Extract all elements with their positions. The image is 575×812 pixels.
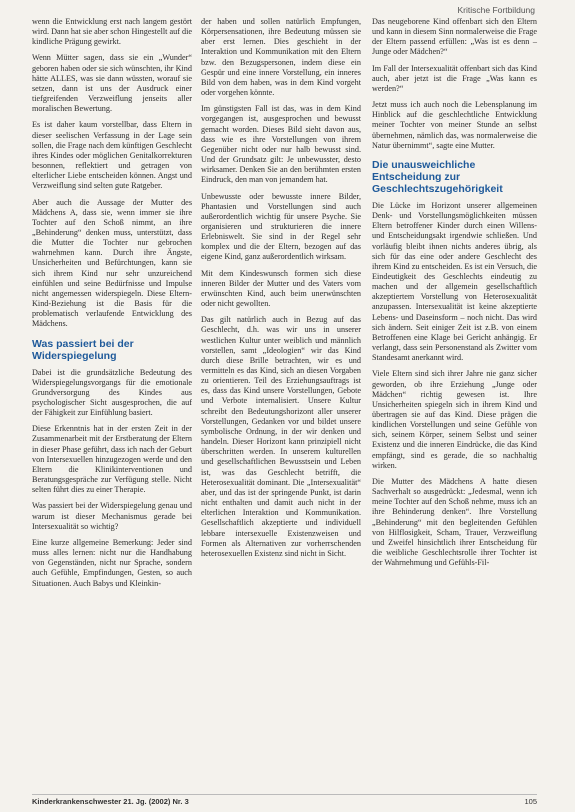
paragraph: wenn die Entwicklung erst nach langem gestört wird. Dann hat sie aber schon Hingestellt auf die kindliche Prägung gewirkt. <box>32 17 192 47</box>
paragraph: Das neugeborene Kind offenbart sich den Eltern und kann in diesem Sinn normalerweise die Frage der Eltern passend erfüllen: „Was ist es denn – Junge oder Mädchen?“ <box>372 17 537 57</box>
paragraph: Das gilt natürlich auch in Bezug auf das Geschlecht, d.h. was wir uns in unserer westlichen Kultur unter weiblich und männlich vorstellen, samt „Ideologien“ wir das Kind durch diese Brille betrachten, wir es und vermitteln es das Kind, sich an diesen Vorgaben zu orientieren. Teil des Erziehungsauftrags ist es, dass das Kind unsere Vorstellungen, Gebote und Verbote internalisiert. Unsere Kultur schreibt den Bedeutungshorizont aller unserer Vorstellungen, Gedanken vor und bildet unsere symbolische Ordnung, in der wir denken und handeln. Dieser Horizont kann prinzipiell nicht überschritten werden. In unserem kulturellen und gesellschaftlichen Bewusstsein und Leben ist, was das Geschlecht betrifft, die Heterosexualität dominant. Die „Intersexualität“ aber, und das ist der springende Punkt, ist darin nicht enthalten und damit auch nicht in der elterlichen Interaktion und Kommunikation. Gesellschaftlich akzeptierte und individuell lebbare intersexuelle Existenzweisen und Formen als Alternativen zur vorherrschenden heterosexuellen Existenz sind nicht in Sicht. <box>201 315 361 558</box>
paragraph: Aber auch die Aussage der Mutter des Mädchens A, dass sie, wenn immer sie ihre Tochter auf den Schoß nimmt, an ihre „Behinderung“ denken muss, unterstützt, dass die Mutter die Tochter nur gebrochen wahrnehmen kann. Durch ihre Ängste, Unsicherheiten und Befürchtungen, kann sie sich ihrem Kind nur sehr unzureichend einfühlen und seine Bedürfnisse und Impulse nicht angemessen widerspiegeln. Diese Eltern-Kind-Beziehung ist die Basis für die problematisch verlaufende Entwicklung des Mädchens. <box>32 197 192 329</box>
paragraph: Was passiert bei der Widerspiegelung genau und warum ist dieser Mechanismus gerade bei Intersexualität so wichtig? <box>32 501 192 531</box>
text-column-2 <box>201 17 361 565</box>
paragraph: Im günstigsten Fall ist das, was in dem Kind vorgegangen ist, ausgesprochen und bewusst gemacht worden. Dieses Bild sieht davon aus, dass wie es ihre Vorstellungen von ihrem Gegenüber nicht oder nur halb bewusst sind. Und der Grundsatz gilt: Je unbewusster, desto wirksamer. Denken Sie an den berühmten ersten Eindruck, den man von jemandem hat. <box>201 104 361 185</box>
paragraph: Wenn Mütter sagen, dass sie ein „Wunder“ geboren haben oder sie sich wünschten, ihr Kind hätte ALLES, was sie dann wüssten, worauf sie setzen, dann ist uns der Ausdruck einer tiefgreifenden Verzweiflung jenseits aller moralischen Bewertung. <box>32 53 192 114</box>
journal-citation: Kinderkrankenschwester 21. Jg. (2002) Nr. 3 <box>32 797 189 806</box>
paragraph: Die Lücke im Horizont unserer allgemeinen Denk- und Vorstellungsmöglichkeiten müssen Eltern betroffener Kinder durch einen Willens- und Entscheidungsakt irgendwie schließen. Und vorläufig bleibt ihnen nichts anderes übrig, als sich für das eine oder andere Geschlecht des ihrem Kind zu entscheiden. Es ist ein Versuch, die Eindeutigkeit des Geschlechts eindeutig zu machen und der allgemein gesellschaftlich akzeptiertem Vorstellung von Heterosexualität anzupassen. Intersexualität ist keine akzeptierte Lebens- und Daseinsform – noch nicht. Das wird sich ändern. Seit einiger Zeit ist z.B. von einem Betroffenen eine Klage bei Gericht anhängig. Er verlangt, dass sein Personenstand als Zwitter vom Standesamt anerkannt wird. <box>372 200 537 363</box>
paragraph: Dabei ist die grundsätzliche Bedeutung des Widerspiegelungsvorgangs für die emotionale Grundversorgung des Kindes aus psychologischer Sicht ausgesprochen, die auf der Fähigkeit zur Einfühlung basiert. <box>32 367 192 418</box>
section-heading: Was passiert bei der Widerspiegelung <box>32 337 134 362</box>
paragraph: der haben und sollen natürlich Empfungen, Körpersensationen, ihre Bedeutung müssen sie aber erst lernen. Dies geschieht in der Interaktion und Kommunikation mit den Eltern bzw. den Bezugspersonen, indem diese ein Gespür und eine innere Vorstellung, ein inneres Bild von dem haben, was in dem Kind vorgeht oder vorgehen könnte. <box>201 17 361 98</box>
text-column-1 <box>32 17 192 595</box>
paragraph: Die Mutter des Mädchens A hatte diesen Sachverhalt so ausgedrückt: „Jedesmal, wenn ich meine Tochter auf den Schoß nehme, muss ich an ihre Behinderung denken“. Ihre Vorstellung „Behinderung“ mit den begleitenden Gefühlen von Hilflosigkeit, Scham, Trauer, Verzweiflung und Zweifel hinsichtlich ihrer Entscheidung für die weibliche Geschlechtsrolle ihrer Tochter ist der Wahrnehmung und Gefühls-Fil- <box>372 476 537 568</box>
section-header: Kritische Fortbildung <box>457 5 535 15</box>
page-number: 105 <box>524 797 537 806</box>
text-column-3 <box>372 17 537 574</box>
paragraph: Eine kurze allgemeine Bemerkung: Jeder sind muss alles lernen: nicht nur die Handhabung von Gegenständen, nicht nur Sprache, sondern auch Gefühle, Empfindungen, Gesten, so auch Situationen. Auch Babys und Kleinkin- <box>32 537 192 588</box>
paragraph: Im Fall der Intersexualität offenbart sich das Kind auch, aber jetzt ist die Frage „Was kann es werden?“ <box>372 63 537 93</box>
paragraph: Unbewusste oder bewusste innere Bilder, Phantasien und Vorstellungen sind auch außerordentlich wichtig für unsere Psyche. Sie organisieren und strukturieren die innere Erlebniswelt. Sie sind in der Regel sehr komplex und die der Eltern, bezogen auf das eigene Kind, ganz außerordentlich wirksam. <box>201 191 361 262</box>
paragraph: Diese Erkenntnis hat in der ersten Zeit in der Zusammenarbeit mit der Erstberatung der Eltern in dieser Phase geführt, dass ich nach der Geburt von Intersexuellen hinzugezogen werde und den Eltern die Klinikinterventionen und Beratungsgespräche zur Verfügung stelle. Nicht selten führt dies zu einer Therapie. <box>32 424 192 495</box>
page-footer <box>32 794 537 806</box>
section-heading: Die unausweichliche Entscheidung zur Geschlechtszugehörigkeit <box>372 158 503 195</box>
paragraph: Mit dem Kindeswunsch formen sich diese inneren Bilder der Mutter und des Vaters vom erwünschten Kind, auch beim unerwünschten oder nicht gewollten. <box>201 268 361 309</box>
paragraph: Viele Eltern sind sich ihrer Jahre nie ganz sicher geworden, ob ihre Erziehung „Junge oder Mädchen“ richtig gewesen ist. Ihre Unsicherheiten spiegeln sich in ihrem Kind und übertragen sie auf das Kind. Diese prägen die kindlichen Vorstellungen und seine Gefühle von sich, seinem Körper, seinem Selbst und seiner Existenz und die inneren Eindrücke, die das Kind empfängt, sind es gerade, die so nachhaltig wirken. <box>372 369 537 470</box>
paragraph: Jetzt muss ich auch noch die Lebensplanung im Hinblick auf die geschlechtliche Entwicklung meiner Tochter von meiner Stunde an selbst übernehmen, nämlich das, was normalerweise die Natur übernimmt“, sagte eine Mutter. <box>372 100 537 150</box>
paragraph: Es ist daher kaum vorstellbar, dass Eltern in dieser seelischen Verfassung in der Lage sein sollen, die Frage nach dem künftigen Geschlecht ihres Kindes oder möglichen Genitalkorrekturen besonnen, reflektiert und getragen von elterlicher Liebe entscheiden können. Angst und Verzweiflung sind selten gute Ratgeber. <box>32 120 192 191</box>
